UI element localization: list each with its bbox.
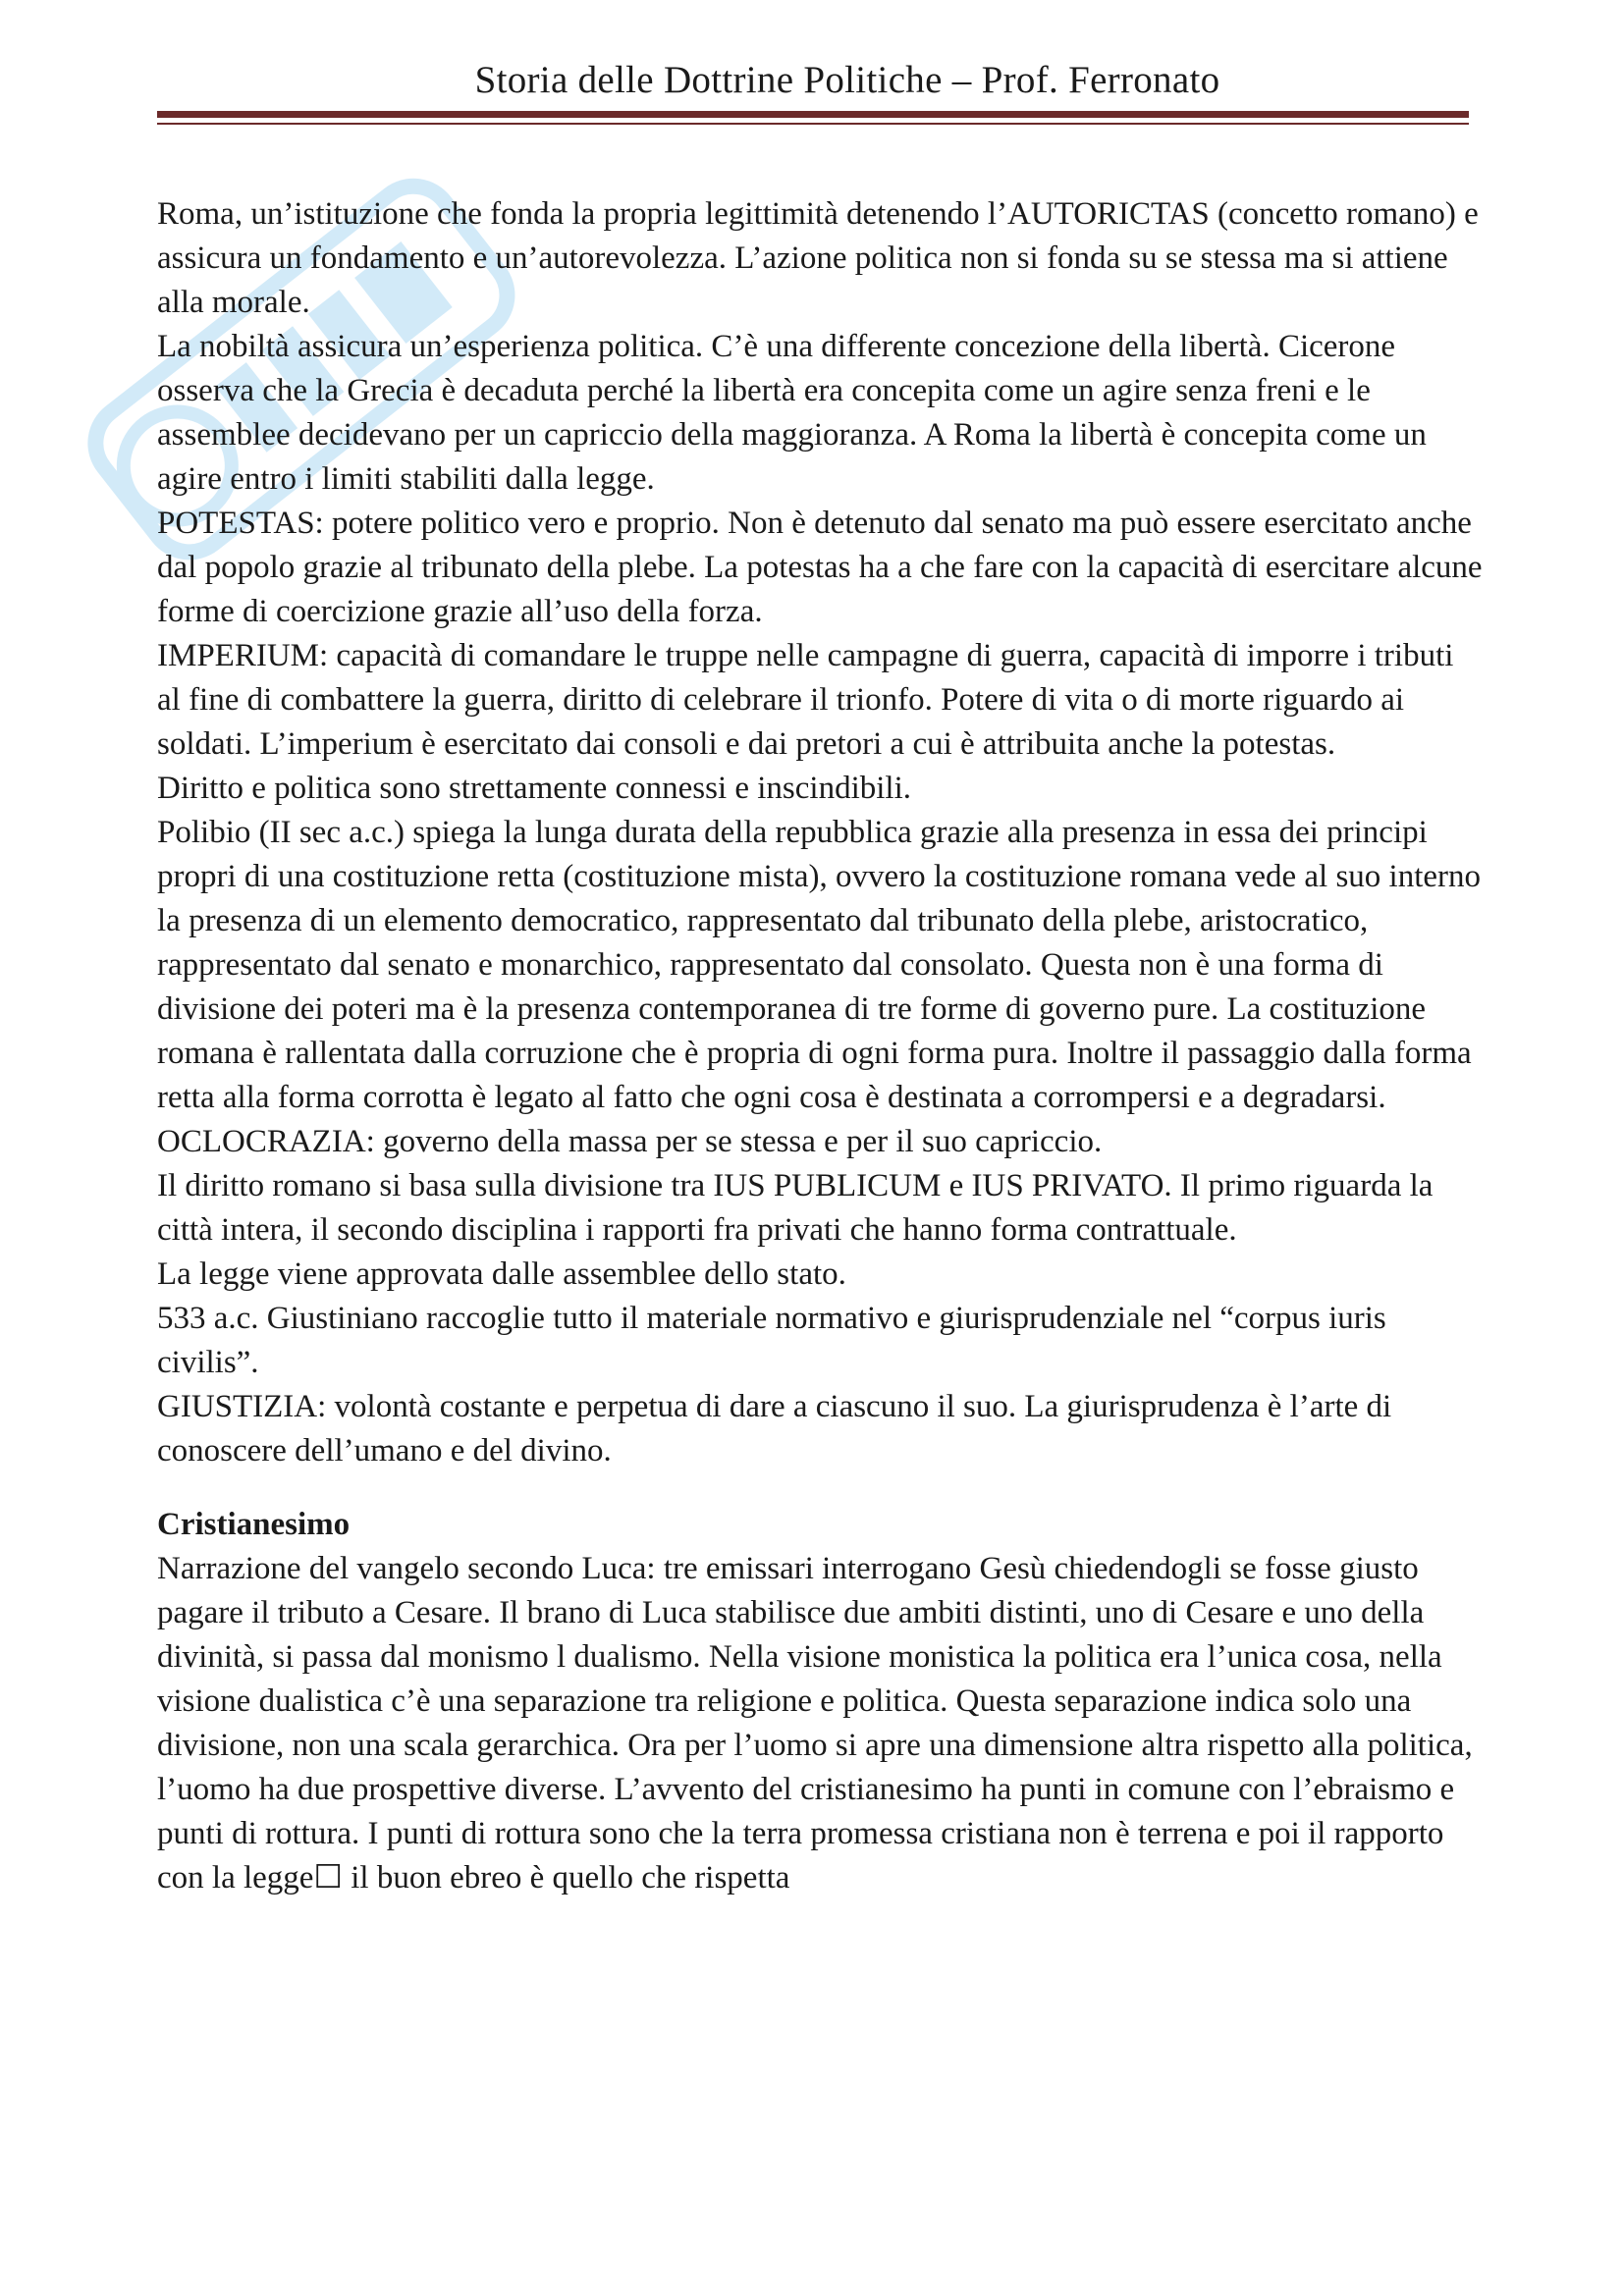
- paragraph-legge: La legge viene approvata dalle assemblee dello stato.: [157, 1256, 846, 1292]
- paragraph-autoritas: Roma, un’istituzione che fonda la propria legittimità detenendo l’AUTORICTAS (concetto romano) e assicura un fondamento e un’autorevolezza. L’azione politica non si fonda su se stessa ma si attiene alla morale.: [157, 196, 1479, 320]
- paragraph-imperium: IMPERIUM: capacità di comandare le truppe nelle campagne di guerra, capacità di imporre i tributi al fine di combattere la guerra, diritto di celebrare il trionfo. Potere di vita o di morte riguardo ai soldati. L’imperium è esercitato dai consoli e dai pretori a cui è attribuita anche la potestas.: [157, 638, 1454, 762]
- paragraph-diritto-politica: Diritto e politica sono strettamente connessi e inscindibili.: [157, 771, 912, 806]
- paragraph-giustizia: GIUSTIZIA: volontà costante e perpetua di dare a ciascuno il suo. La giurisprudenza è l’arte di conoscere dell’umano e del divino.: [157, 1389, 1392, 1468]
- paragraph-diritto-romano: Il diritto romano si basa sulla divisione tra IUS PUBLICUM e IUS PRIVATO. Il primo riguarda la città intera, il secondo disciplina i rapporti fra privati che hanno forma contrattuale.: [157, 1168, 1434, 1248]
- paragraph-vangelo-luca: Narrazione del vangelo secondo Luca: tre emissari interrogano Gesù chiedendogli se fosse giusto pagare il tributo a Cesare. Il brano di Luca stabilisce due ambiti distinti, uno di Cesare e uno della divinità, si passa dal monismo l dualismo. Nella visione monistica la politica era l’unica cosa, nella visione dualistica c’è una separazione tra religione e politica. Questa separazione indica solo una divisione, non una scala gerarchica. Ora per l’uomo si apre una dimensione altra rispetto alla politica, l’uomo ha due prospettive diverse. L’avvento del cristianesimo ha punti in comune con l’ebraismo e punti di rottura. I punti di rottura sono che la terra promessa cristiana non è terrena e poi il rapporto con la legge☐ il buon ebreo è quello che rispetta: [157, 1551, 1473, 1896]
- paragraph-giustiniano: 533 a.c. Giustiniano raccoglie tutto il materiale normativo e giurisprudenziale nel “corpus iuris civilis”.: [157, 1301, 1386, 1380]
- section-gap: [157, 1473, 1483, 1503]
- paragraph-polibio: Polibio (II sec a.c.) spiega la lunga durata della repubblica grazie alla presenza in essa dei principi propri di una costituzione retta (costituzione mista), ovvero la costituzione romana vede al suo interno la presenza di un elemento democratico, rappresentato dal tribunato della plebe, aristocratico, rappresentato dal senato e monarchico, rappresentato dal consolato. Questa non è una forma di divisione dei poteri ma è la presenza contemporanea di tre forme di governo pure. La costituzione romana è rallentata dalla corruzione che è propria di ogni forma pura. Inoltre il passaggio dalla forma retta alla forma corrotta è legato al fatto che ogni cosa è destinata a corrompersi e a degradarsi.: [157, 815, 1482, 1115]
- header-rule-thick: [157, 111, 1469, 118]
- paragraph-oclocrazia: OCLOCRAZIA: governo della massa per se stessa e per il suo capriccio.: [157, 1124, 1103, 1159]
- paragraph-potestas: POTESTAS: potere politico vero e proprio. Non è detenuto dal senato ma può essere esercitato anche dal popolo grazie al tribunato della plebe. La potestas ha a che fare con la capacità di esercitare alcune forme di coercizione grazie all’uso della forza.: [157, 506, 1483, 629]
- page-header: [157, 61, 1469, 99]
- document-body: [157, 192, 1483, 1900]
- section-heading-cristianesimo: Cristianesimo: [157, 1507, 351, 1542]
- paragraph-liberta: La nobiltà assicura un’esperienza politica. C’è una differente concezione della libertà. Cicerone osserva che la Grecia è decaduta perché la libertà era concepita come un agire senza freni e le assemblee decidevano per un capriccio della maggioranza. A Roma la libertà è concepita come un agire entro i limiti stabiliti dalla legge.: [157, 329, 1427, 497]
- header-rule-thin: [157, 123, 1469, 125]
- page-header-title: Storia delle Dottrine Politiche – Prof. Ferronato: [474, 59, 1220, 101]
